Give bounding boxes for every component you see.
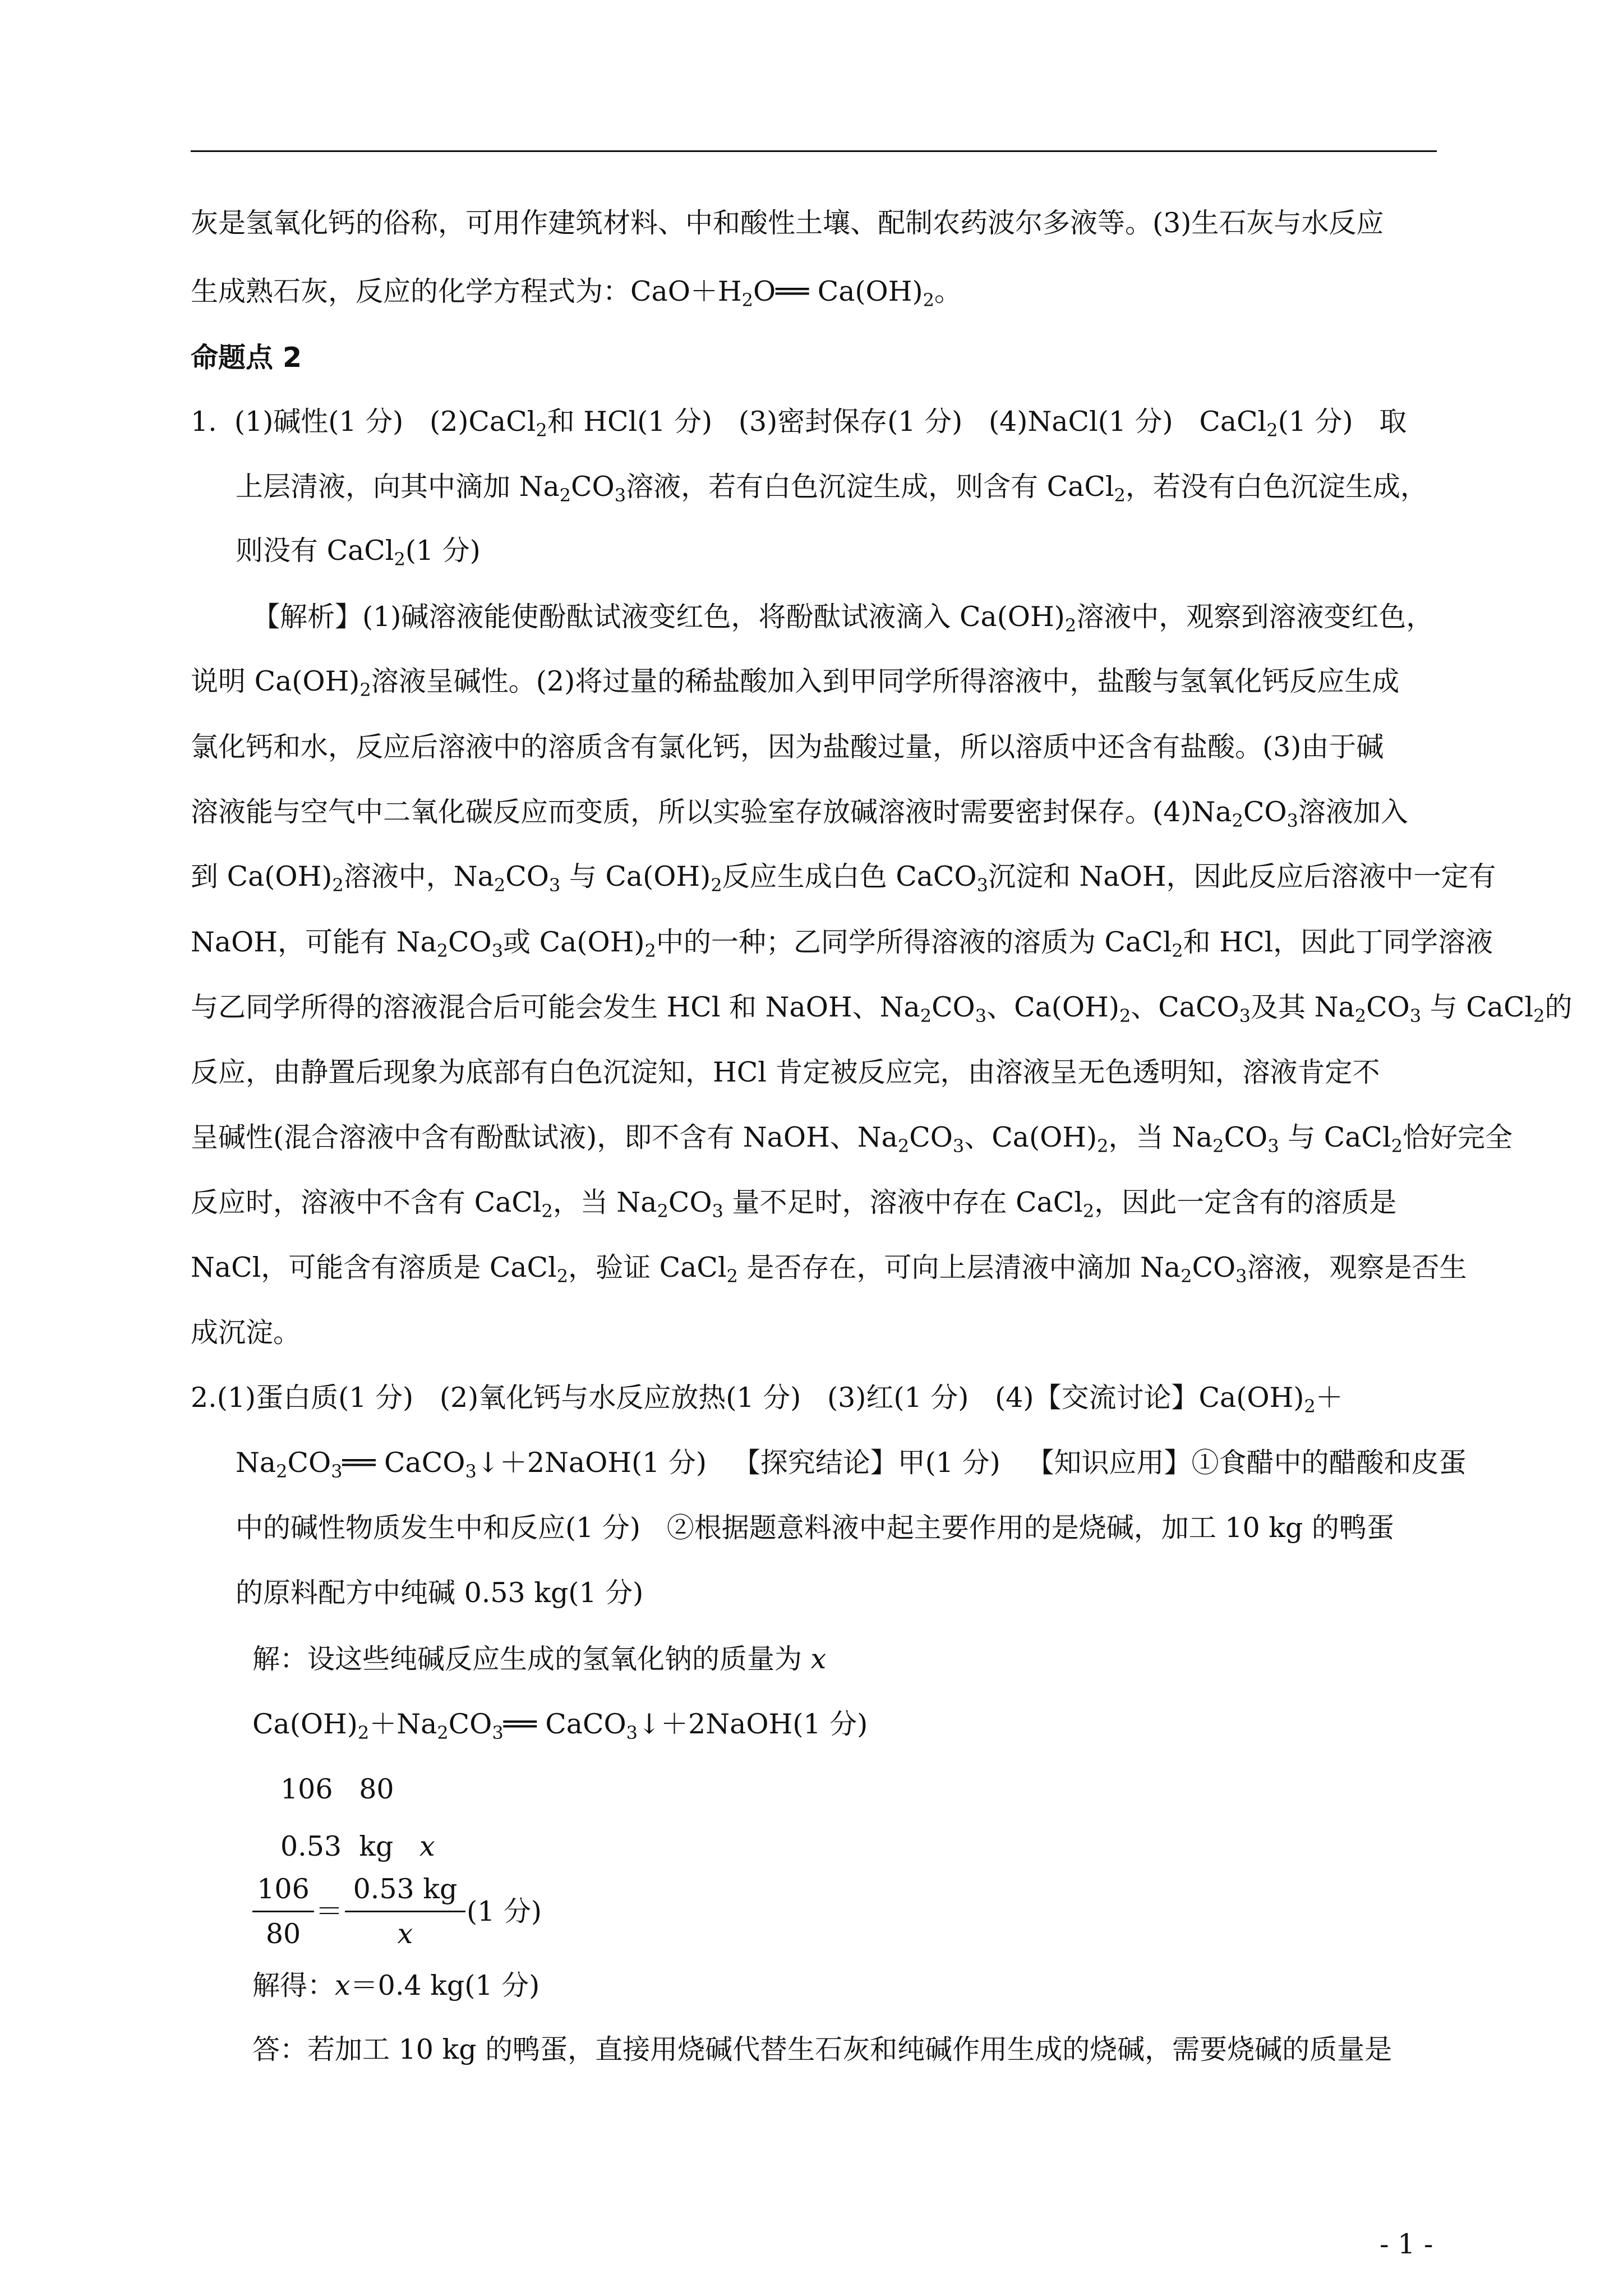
- subscript: 3: [492, 1722, 504, 1743]
- text-line: 灰是氢氧化钙的俗称，可用作建筑材料、中和酸性土壤、配制农药波尔多液等。(3)生石灰与水反应: [191, 207, 1384, 239]
- subscript: 3: [952, 1135, 965, 1157]
- subscript: 2: [920, 1005, 932, 1027]
- subscript: 2: [1082, 1200, 1095, 1222]
- subscript: 2: [1172, 940, 1183, 961]
- text-line: 成沉淀。: [191, 1317, 301, 1349]
- subscript: 3: [1239, 1005, 1251, 1027]
- section-heading: 命题点 2: [191, 342, 302, 374]
- text-line: 说明 $Ca(OH)_2$溶液呈碱性。(2)将过量的稀盐酸加入到甲同学所得溶液中，盐酸与氢氧化钙反应生成: [191, 665, 1400, 701]
- text-line: 呈碱性(混合溶液中含有酚酞试液)，即不含有 NaOH、$Na_2CO_3$、$Ca(OH)_2$，当 $Na_2CO_3$ 与 CaCl$_2$恰好完全: [191, 1121, 1513, 1157]
- subscript: 2: [711, 875, 722, 896]
- subscript: 2: [541, 1200, 553, 1222]
- subscript: 2: [437, 1722, 449, 1743]
- text-line: 与乙同学所得的溶液混合后可能会发生 HCl 和 NaOH、$Na_2CO_3$、$Ca(OH)_2$、CaCO$_3$及其 $Na_2CO_3$ 与 CaCl$_2$的: [191, 991, 1573, 1027]
- text-line: 反应时，溶液中不含有 CaCl$_2$，当 $Na_2CO_3$ 量不足时，溶液中存在 CaCl$_2$，因此一定含有的溶质是: [191, 1186, 1397, 1222]
- subscript: 2: [1232, 810, 1243, 831]
- subscript: 3: [491, 940, 504, 961]
- subscript: 2: [559, 485, 571, 506]
- subscript: 3: [1267, 1135, 1279, 1157]
- subscript: 2: [536, 420, 547, 441]
- subscript: 2: [436, 940, 449, 961]
- text-line: $Ca(OH)_2+Na_2CO_3══$ CaCO$_3$↓＋2NaOH(1 分): [252, 1708, 868, 1743]
- text-line: 到 $Ca(OH)_2$溶液中，$Na_2CO_3$ 与 $Ca(OH)_2$反应生成白色 CaCO$_3$沉淀和 NaOH，因此反应后溶液中一定有: [191, 861, 1496, 896]
- subscript: 2: [1266, 420, 1278, 441]
- subscript: 3: [1287, 810, 1298, 831]
- fraction-bar: [345, 1911, 465, 1912]
- text-line: 中的碱性物质发生中和反应(1 分) ②根据题意料液中起主要作用的是烧碱，加工 10 kg 的鸭蛋: [236, 1512, 1394, 1544]
- subscript: 2: [897, 1135, 910, 1157]
- score-note: (1 分): [467, 1895, 542, 1927]
- subscript: 2: [1114, 485, 1126, 506]
- text-line: $Na_2CO_3══$ CaCO$_3$↓＋2NaOH(1 分) 【探究结论】甲(1 分) 【知识应用】①食醋中的醋酸和皮蛋: [236, 1447, 1467, 1482]
- subscript: 3: [626, 1722, 638, 1743]
- text-line: 解：设这些纯碱反应生成的氢氧化钠的质量为 x: [252, 1643, 827, 1675]
- text-line: 则没有 CaCl$_2$(1 分): [236, 535, 481, 570]
- subscript: 2: [741, 289, 753, 311]
- subscript: 2: [1212, 1135, 1224, 1157]
- subscript: 2: [1064, 615, 1077, 636]
- subscript: 3: [465, 1461, 477, 1482]
- subscript: 2: [1097, 1135, 1109, 1157]
- fraction-numerator: 106: [257, 1873, 310, 1905]
- subscript: 2: [494, 875, 506, 896]
- text-line: NaOH，可能有 $Na_2CO_3$或 $Ca(OH)_2$中的一种；乙同学所得溶液的溶质为 CaCl$_2$和 HCl，因此丁同学溶液: [191, 926, 1493, 961]
- subscript: 2: [357, 1722, 370, 1743]
- subscript: 2: [1119, 1005, 1131, 1027]
- fraction-bar: [252, 1911, 314, 1912]
- subscript: 2: [923, 289, 934, 311]
- text-line: 溶液能与空气中二氧化碳反应而变质，所以实验室存放碱溶液时需要密封保存。$(4)Na_2CO_3$溶液加入: [191, 796, 1408, 831]
- subscript: 3: [1409, 1005, 1422, 1027]
- subscript: 2: [1354, 1005, 1367, 1027]
- subscript: 3: [976, 875, 988, 896]
- subscript: 3: [548, 875, 561, 896]
- subscript: 2: [276, 1461, 288, 1482]
- fraction-denominator: x: [397, 1918, 413, 1950]
- subscript: 2: [1304, 1396, 1316, 1417]
- subscript: 2: [556, 1266, 569, 1287]
- text-line: 106 80: [280, 1773, 394, 1805]
- text-line: 0.53 kg x: [280, 1830, 435, 1862]
- subscript: 3: [331, 1461, 343, 1482]
- text-line: 答：若加工 10 kg 的鸭蛋，直接用烧碱代替生石灰和纯碱作用生成的烧碱，需要烧碱的质量是: [252, 2033, 1393, 2065]
- subscript: 2: [394, 549, 405, 570]
- text-line: 2.(1)蛋白质(1 分) (2)氧化钙与水反应放热(1 分) (3)红(1 分) (4)【交流讨论】$Ca(OH)_2+$: [191, 1382, 1343, 1417]
- text-line: 氯化钙和水，反应后溶液中的溶质含有氯化钙，因为盐酸过量，所以溶质中还含有盐酸。(3)由于碱: [191, 731, 1384, 763]
- fraction-equation: [252, 1872, 555, 1968]
- subscript: 2: [1181, 1266, 1192, 1287]
- subscript: 2: [644, 940, 656, 961]
- text-line: 生成熟石灰，反应的化学方程式为：$CaO+H_2O══$ $Ca(OH)_2$。: [191, 275, 962, 311]
- equals-sign: ＝: [315, 1895, 343, 1927]
- page-number: - 1 -: [1380, 2228, 1433, 2260]
- subscript: 2: [1391, 1135, 1403, 1157]
- text-line: NaCl，可能含有溶质是 CaCl$_2$，验证 CaCl$_2$ 是否存在，可向上层清液中滴加 $Na_2CO_3$溶液，观察是否生: [191, 1251, 1467, 1287]
- subscript: 3: [1235, 1266, 1247, 1287]
- text-line: 1. (1)碱性(1 分) (2)CaCl$_2$和 HCl(1 分) (3)密封保存(1 分) (4)NaCl(1 分) CaCl$_2$(1 分) 取: [191, 406, 1407, 441]
- fraction-denominator: 80: [265, 1918, 301, 1950]
- fraction-numerator: 0.53 kg: [353, 1873, 458, 1905]
- subscript: 3: [712, 1200, 723, 1222]
- text-line: 反应，由静置后现象为底部有白色沉淀知，HCl 肯定被反应完，由溶液呈无色透明知，溶液肯定不: [191, 1056, 1380, 1088]
- subscript: 2: [657, 1200, 668, 1222]
- subscript: 3: [614, 485, 626, 506]
- subscript: 2: [332, 875, 344, 896]
- header-rule: [191, 150, 1437, 152]
- subscript: 2: [1533, 1005, 1545, 1027]
- text-line: 上层清液，向其中滴加 $Na_2CO_3$溶液，若有白色沉淀生成，则含有 CaCl$_2$，若没有白色沉淀生成，: [236, 471, 1428, 506]
- text-line: 的原料配方中纯碱 0.53 kg(1 分): [236, 1577, 644, 1609]
- subscript: 3: [975, 1005, 987, 1027]
- text-line: 【解析】(1)碱溶液能使酚酞试液变红色，将酚酞试液滴入 $Ca(OH)_2$溶液中，观察到溶液变红色，: [252, 601, 1434, 636]
- subscript: 2: [726, 1266, 738, 1287]
- subscript: 2: [359, 679, 371, 701]
- text-line: 解得：x＝0.4 kg(1 分): [252, 1970, 540, 2001]
